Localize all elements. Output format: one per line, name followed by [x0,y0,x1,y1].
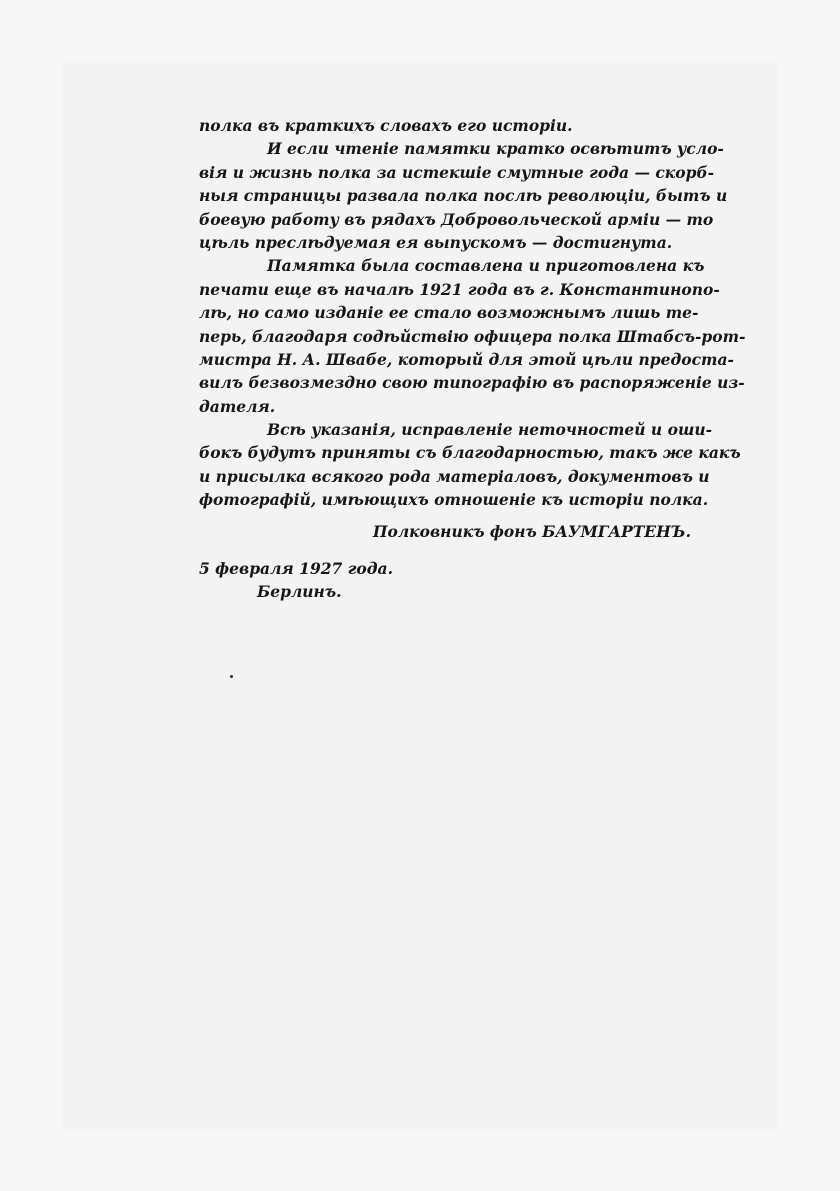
paragraph [199,114,691,137]
paragraph [199,137,728,254]
text-line: вилъ безвозмездно свою типографію въ распоряженіе из- [199,373,745,393]
text-line: вія и жизнь полка за истекшіе смутные года — скорб- [199,162,715,182]
ink-speck [230,675,233,678]
text-line: печати еще въ началѣ 1921 года въ г. Константинопо- [199,279,720,299]
text-line: перь, благодаря содѣйствію офицера полка Штабсъ-рот- [199,326,746,346]
place-line: Берлинъ. [257,582,342,602]
text-line: фотографій, имѣющихъ отношеніе къ исторіи полка. [199,490,709,510]
paragraph [199,418,741,512]
text-line: мистра Н. А. Швабе, который для этой цѣли предоста- [199,349,734,369]
text-line: И если чтеніе памятки кратко освѣтитъ усло- [267,139,724,159]
date-line: 5 февраля 1927 года. [199,559,393,579]
text-line: ныя страницы развала полка послѣ революціи, бытъ и [199,186,728,206]
text-line: цѣль преслѣдуемая ея выпускомъ — достигнута. [199,232,673,252]
text-line: полка въ краткихъ словахъ его исторіи. [199,116,573,135]
document-text [199,114,746,604]
text-line: лѣ, но само изданіе ее стало возможнымъ лишь те- [199,303,699,323]
paragraph [199,254,746,418]
text-line: Всѣ указанія, исправленіе неточностей и оши- [267,420,713,440]
text-line: боевую работу въ рядахъ Добровольческой арміи — то [199,209,714,229]
text-line: и присылка всякого рода матеріаловъ, документовъ и [199,466,710,486]
signature: Полковникъ фонъ БАУМГАРТЕНЪ. [372,521,691,541]
text-line: бокъ будутъ приняты съ благодарностью, такъ же какъ [199,443,741,463]
text-line: дателя. [199,396,276,416]
text-line: Памятка была составлена и приготовлена къ [267,256,705,276]
